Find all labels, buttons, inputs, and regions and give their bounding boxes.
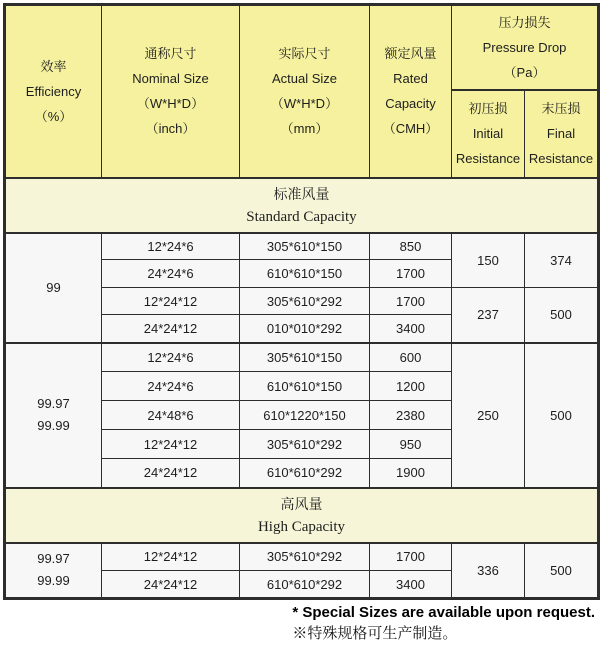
cell-efficiency: 99.97 99.99 — [5, 543, 102, 599]
cell-actual: 305*610*150 — [240, 343, 370, 372]
cell-initial-resistance: 150 — [452, 233, 525, 288]
cell-nominal: 12*24*6 — [102, 343, 240, 372]
cell-final-resistance: 500 — [525, 343, 599, 488]
cell-initial-resistance: 250 — [452, 343, 525, 488]
cell-final-resistance: 500 — [525, 288, 599, 343]
header-pressure-en: Pressure Drop — [482, 39, 567, 55]
section-band-standard — [5, 178, 599, 233]
cell-actual: 305*610*292 — [240, 430, 370, 459]
cell-rated: 950 — [370, 430, 452, 459]
cell-efficiency: 99 — [5, 233, 102, 343]
cell-nominal: 24*24*6 — [102, 372, 240, 401]
note-english: * Special Sizes are available upon request. — [292, 604, 595, 621]
band-high-zh: 高风量 — [280, 496, 323, 512]
cell-nominal: 24*24*12 — [102, 459, 240, 488]
header-rated-capacity — [370, 5, 452, 178]
header-initial-zh: 初压损 — [468, 101, 508, 116]
cell-initial-resistance: 237 — [452, 288, 525, 343]
cell-nominal: 24*48*6 — [102, 401, 240, 430]
cell-rated: 850 — [370, 233, 452, 260]
header-initial-resistance — [452, 90, 525, 178]
cell-nominal: 12*24*6 — [102, 233, 240, 260]
header-nominal-en: Nominal Size — [132, 71, 209, 87]
header-nominal-unit: （inch） — [145, 121, 196, 137]
footnotes — [292, 603, 595, 645]
header-rated-unit: （CMH） — [382, 121, 439, 137]
band-standard-zh: 标准风量 — [273, 186, 330, 202]
header-efficiency — [5, 5, 102, 178]
cell-actual: 610*610*292 — [240, 459, 370, 488]
cell-actual: 305*610*292 — [240, 543, 370, 571]
table-row — [5, 343, 599, 372]
header-actual-zh: 实际尺寸 — [278, 46, 331, 62]
cell-rated: 1700 — [370, 288, 452, 315]
band-high-en: High Capacity — [257, 519, 346, 535]
cell-actual: 610*610*292 — [240, 571, 370, 599]
cell-actual: 610*610*150 — [240, 260, 370, 288]
cell-nominal: 24*24*12 — [102, 315, 240, 343]
cell-nominal: 24*24*6 — [102, 260, 240, 288]
note-chinese: ※特殊规格可生产制造。 — [292, 626, 458, 642]
header-actual-size — [240, 5, 370, 178]
table-row — [5, 543, 599, 571]
cell-nominal: 12*24*12 — [102, 288, 240, 315]
cell-rated: 2380 — [370, 401, 452, 430]
header-nominal-zh: 通称尺寸 — [144, 46, 197, 62]
header-efficiency-zh: 效率 — [40, 58, 67, 74]
header-pressure-drop — [452, 5, 599, 90]
header-nominal-dim: （W*H*D） — [136, 96, 205, 112]
header-pressure-unit: （Pa） — [503, 64, 546, 80]
cell-actual: 610*610*150 — [240, 372, 370, 401]
cell-nominal: 12*24*12 — [102, 430, 240, 459]
cell-actual: 010*010*292 — [240, 315, 370, 343]
cell-initial-resistance: 336 — [452, 543, 525, 599]
header-final-resistance — [525, 90, 599, 178]
header-final-zh: 末压损 — [541, 101, 581, 116]
header-efficiency-en: Efficiency — [25, 83, 82, 99]
cell-nominal: 24*24*12 — [102, 571, 240, 599]
cell-rated: 600 — [370, 343, 452, 372]
cell-rated: 1200 — [370, 372, 452, 401]
cell-rated: 3400 — [370, 571, 452, 599]
cell-final-resistance: 500 — [525, 543, 599, 599]
section-band-high — [5, 488, 599, 543]
cell-rated: 1900 — [370, 459, 452, 488]
cell-rated: 1700 — [370, 543, 452, 571]
spec-table — [3, 3, 600, 600]
header-final-en1: Final — [546, 126, 576, 141]
cell-actual: 305*610*292 — [240, 288, 370, 315]
header-rated-en2: Capacity — [385, 96, 436, 112]
header-pressure-zh: 压力损失 — [498, 14, 551, 30]
header-efficiency-unit: （%） — [34, 108, 73, 124]
cell-actual: 305*610*150 — [240, 233, 370, 260]
header-actual-en: Actual Size — [271, 71, 338, 87]
header-initial-en2: Resistance — [455, 151, 521, 166]
cell-efficiency: 99.97 99.99 — [5, 343, 102, 488]
cell-nominal: 12*24*12 — [102, 543, 240, 571]
cell-rated: 1700 — [370, 260, 452, 288]
band-standard-en: Standard Capacity — [246, 209, 357, 225]
header-rated-zh: 额定风量 — [384, 46, 437, 62]
header-actual-dim: （W*H*D） — [270, 96, 339, 112]
cell-actual: 610*1220*150 — [240, 401, 370, 430]
header-initial-en1: Initial — [472, 126, 504, 141]
header-nominal-size — [102, 5, 240, 178]
header-final-en2: Resistance — [528, 151, 594, 166]
table-row — [5, 233, 599, 260]
cell-rated: 3400 — [370, 315, 452, 343]
header-actual-unit: （mm） — [280, 121, 329, 137]
header-rated-en1: Rated — [393, 71, 428, 87]
cell-final-resistance: 374 — [525, 233, 599, 288]
